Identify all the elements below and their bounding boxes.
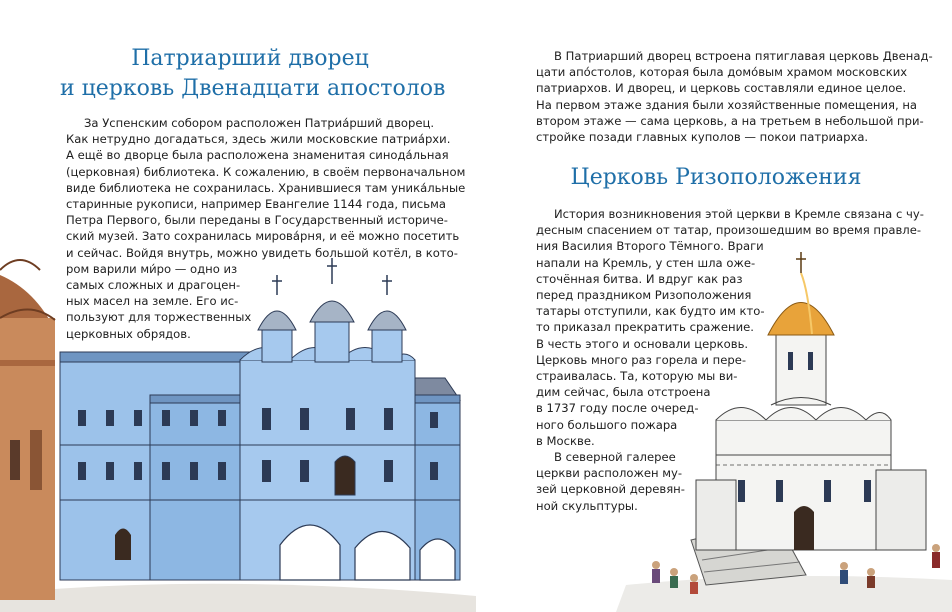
text-line: В северной галерее xyxy=(554,450,676,465)
text-line: самых сложных и драгоцен- xyxy=(66,278,241,293)
text-line: перед праздником Ризоположения xyxy=(536,288,752,303)
text-line: ных масел на земле. Его ис- xyxy=(66,294,239,309)
text-line: цати апо́столов, которая была домо́вым храмом московских xyxy=(536,65,908,80)
text-line: напали на Кремль, у стен шла оже- xyxy=(536,255,756,270)
palace-building xyxy=(60,348,460,581)
text-line: стройке позади главных куполов — покои патриарха. xyxy=(536,130,869,145)
text-line: патриархов. И дворец, и церковь составляли единое целое. xyxy=(536,81,907,96)
title-line: и церковь Двенадцати апостолов xyxy=(60,76,446,101)
text-line: то приказал прекратить сражение. xyxy=(536,320,754,335)
text-line: История возникновения этой церкви в Кремле связана с чу- xyxy=(554,207,924,221)
text-line: в 1737 году после очеред- xyxy=(536,401,699,416)
text-line: церковных обрядов. xyxy=(66,326,191,341)
text-line: ром варили ми́ро — одно из xyxy=(66,261,238,276)
title-line: Церковь Ризоположения xyxy=(570,165,862,190)
text-line: церкви расположен му- xyxy=(536,466,683,481)
text-line: виде библиотека не сохранилась. Хранившиеся там уника́льные xyxy=(66,180,466,195)
text-line: татары отступили, как будто им кто- xyxy=(536,304,765,319)
text-line: и сейчас. Войдя внутрь, можно увидеть большой котёл, в кото- xyxy=(66,245,458,260)
text-line: Церковь много раз горела и пере- xyxy=(536,352,747,367)
body-text-patriarch-palace xyxy=(66,115,465,342)
text-line: страивалась. Та, которую мы ви- xyxy=(536,369,738,384)
text-line: старинные рукописи, например Евангелие 1144 года, письма xyxy=(66,197,446,212)
text-line: дим сейчас, была отстроена xyxy=(536,385,711,400)
text-line: На первом этаже здания были хозяйственные помещения, на xyxy=(536,97,918,112)
text-line: сточённая битва. И вдруг как раз xyxy=(536,271,743,286)
page-title-patriarch-palace xyxy=(60,44,446,104)
text-line: Петра Первого, были переданы в Государственный историче- xyxy=(66,213,448,228)
right-page xyxy=(476,0,952,612)
text-line: А ещё во дворце была расположена знаменитая синода́льная xyxy=(66,148,449,163)
text-line: ного большого пожара xyxy=(536,417,678,432)
text-line: В Патриарший дворец встроена пятиглавая церковь Двенад- xyxy=(554,49,933,63)
text-line: Как нетрудно догадаться, здесь жили московские патриа́рхи. xyxy=(66,132,451,147)
text-line: (церковная) библиотека. К сожалению, в своём первоначальном xyxy=(66,164,466,179)
text-line: ной скульптуры. xyxy=(536,498,638,513)
text-line: зей церковной деревян- xyxy=(536,482,685,497)
text-line: в Москве. xyxy=(536,433,595,448)
title-line: Патриарший дворец xyxy=(131,46,369,71)
body-text-deposition-church xyxy=(536,206,924,514)
intro-text-twelve-apostles xyxy=(536,48,933,145)
section-title-deposition-church xyxy=(536,163,896,193)
text-line: ский музей. Зато сохранилась мирова́рня, и её можно посетить xyxy=(66,229,460,244)
text-line: десным спасением от татар, произошедшим во время правле- xyxy=(536,223,922,238)
text-line: ния Василия Второго Тёмного. Враги xyxy=(536,239,764,254)
text-line: В честь этого и основали церковь. xyxy=(536,336,749,351)
text-line: втором этаже — сама церковь, а на третьем в небольшой при- xyxy=(536,113,924,128)
text-line: За Успенским собором расположен Патриа́рший дворец. xyxy=(84,116,435,130)
brick-cathedral xyxy=(0,260,55,600)
text-line: пользуют для торжественных xyxy=(66,310,252,325)
